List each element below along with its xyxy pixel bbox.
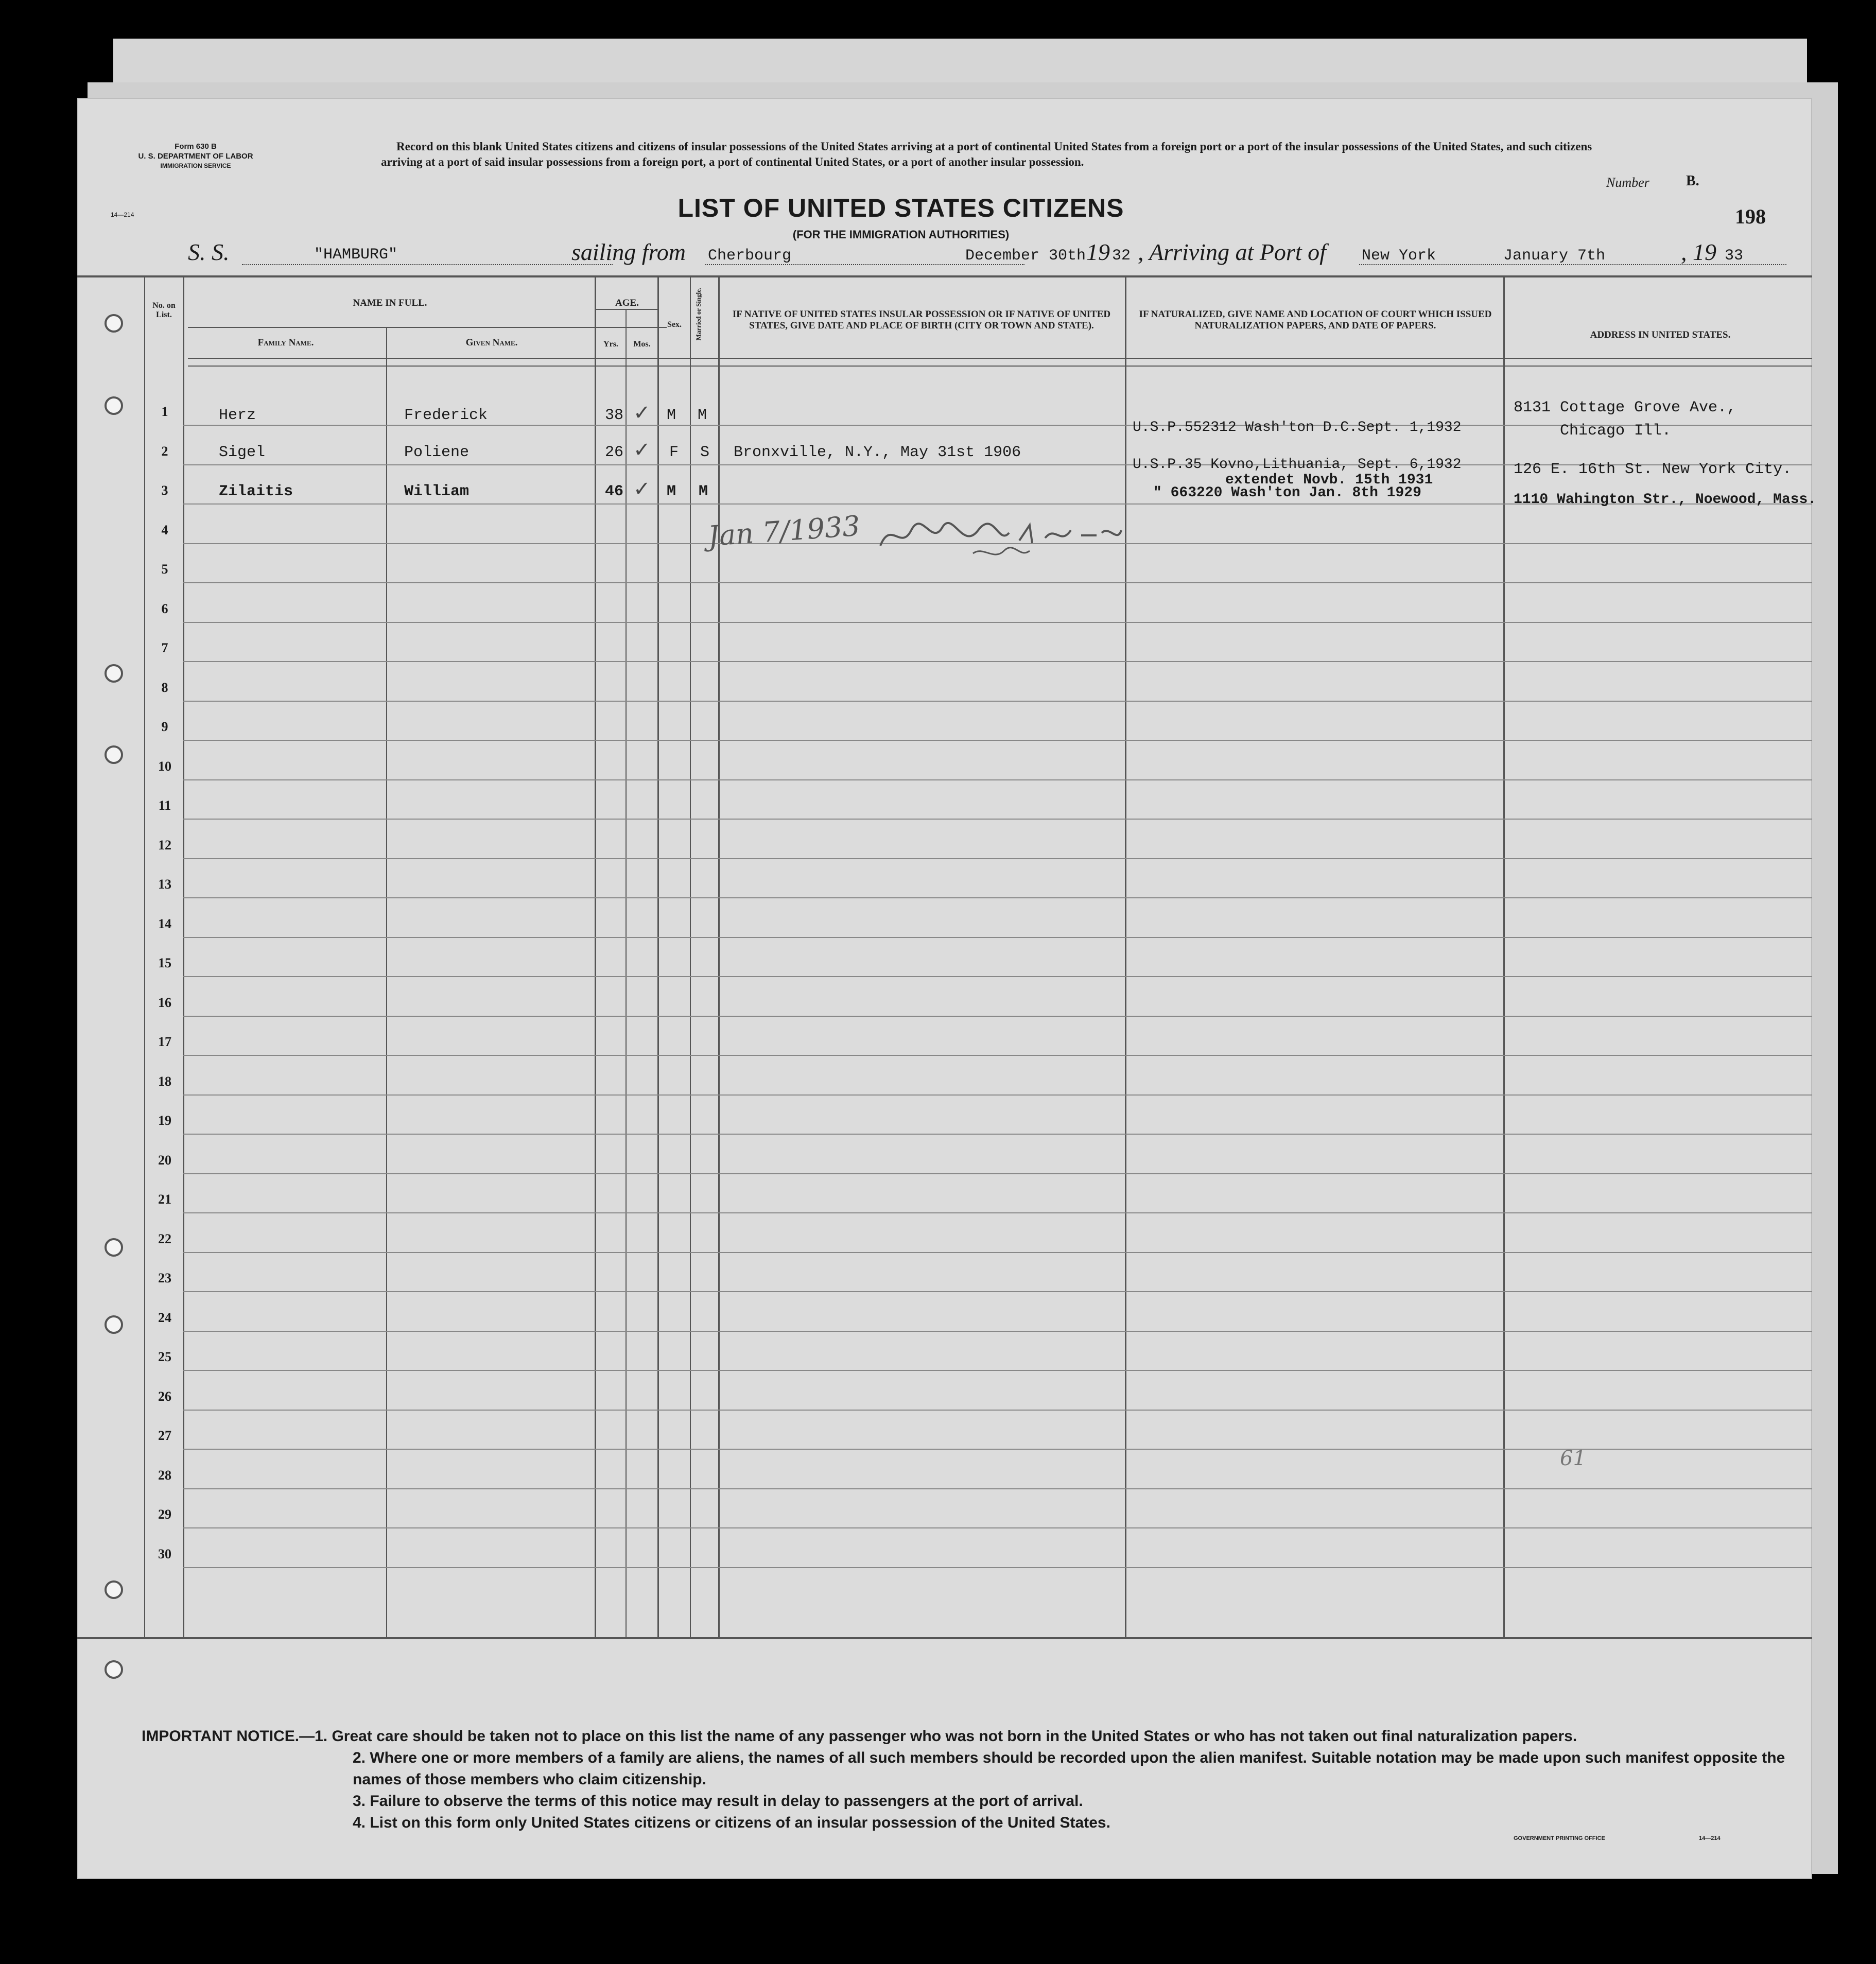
handwritten-note: 61: [1560, 1447, 1586, 1470]
col-line: [595, 275, 596, 1637]
entry-2-naturalization2: extendet Novb. 15th 1931: [1225, 472, 1433, 488]
entry-2-address: 126 E. 16th St. New York City.: [1514, 461, 1792, 478]
entry-2-yrs: 26: [605, 444, 624, 461]
row-rule: [183, 622, 1812, 623]
form-code: 14—214: [111, 211, 134, 218]
notice-item-3: 3. Failure to observe the terms of this notice may result in delay to passengers at the port of arrival.: [353, 1793, 1083, 1810]
table-bottom-rule: [77, 1637, 1812, 1639]
service: IMMIGRATION SERVICE: [160, 162, 231, 169]
row-rule: [183, 779, 1812, 780]
row-number: 6: [161, 601, 168, 616]
row-number: 9: [161, 719, 168, 734]
row-rule: [183, 858, 1812, 859]
col-line: [657, 275, 659, 1637]
entry-2-naturalization: U.S.P.35 Kovno,Lithuania, Sept. 6,1932: [1133, 457, 1462, 473]
row-rule: [183, 976, 1812, 977]
sailing-label: sailing from: [571, 239, 686, 265]
notice-item-4: 4. List on this form only United States citizens or citizens of an insular possession of the United States.: [353, 1814, 1110, 1831]
row-number: 30: [158, 1546, 171, 1561]
entry-3-yrs: 46: [605, 483, 624, 500]
col-line: [183, 275, 184, 1637]
notice-item-1: 1. Great care should be taken not to place on this list the name of any passenger who was not born in the United States or who has not taken out final naturalization papers.: [315, 1728, 1577, 1745]
check-mark-icon: ✓: [633, 438, 651, 461]
ship-line: [242, 264, 613, 265]
header-sex: Sex.: [667, 320, 682, 329]
check-mark-icon: ✓: [633, 477, 651, 500]
notice-item-2: 2. Where one or more members of a family are aliens, the names of all such members should be recorded upon the alien manifest. Suitable notation may be made upon such manifest opposite the names of those members who claim citizenship.: [353, 1749, 1785, 1788]
row-number: 23: [158, 1271, 171, 1285]
age-rule: [596, 309, 658, 310]
number-label: Number: [1606, 175, 1649, 190]
arrival-year-suffix: 33: [1725, 247, 1744, 265]
col-line: [1125, 275, 1126, 1637]
header-bottom-rule: [188, 358, 1812, 359]
important-notice: [142, 1726, 1794, 1834]
inspection-notation: Jan 7/1933: [707, 509, 861, 553]
punch-hole: [105, 396, 123, 415]
row-number: 2: [161, 443, 168, 459]
notice-label: IMPORTANT NOTICE.—: [142, 1728, 315, 1745]
col-line: [144, 275, 145, 1637]
row-number: 14: [158, 916, 171, 931]
arriving-label: , Arriving at Port of: [1138, 239, 1326, 265]
header-mos: Mos.: [633, 340, 651, 349]
header-yrs: Yrs.: [603, 340, 618, 349]
row-number: 3: [161, 483, 168, 498]
punch-hole: [105, 314, 123, 333]
arrival-year-prefix: , 19: [1681, 239, 1716, 265]
row-number: 29: [158, 1507, 171, 1522]
year-prefix: 19: [1086, 239, 1110, 265]
arrival-date: January 7th: [1503, 247, 1606, 265]
row-number: 17: [158, 1034, 171, 1049]
punch-hole: [105, 1660, 123, 1679]
row-number: 1: [161, 404, 168, 419]
header-native: IF NATIVE OF UNITED STATES INSULAR POSSESSION OR IF NATIVE OF UNITED STATES, GIVE DATE AND PLACE OF BIRTH (CITY OR TOWN AND STATE).: [732, 309, 1111, 331]
row-number: 8: [161, 680, 168, 695]
entry-1-given: Frederick: [404, 407, 488, 424]
entry-3-naturalization: " 663220 Wash'ton Jan. 8th 1929: [1153, 485, 1421, 501]
row-number: 20: [158, 1152, 171, 1168]
printer-code: 14—214: [1699, 1835, 1721, 1841]
row-number: 5: [161, 562, 168, 577]
sailing-date: December 30th: [965, 247, 1086, 265]
row-rule: [183, 1134, 1812, 1135]
row-rule: [183, 1173, 1812, 1174]
ship-name: "HAMBURG": [314, 246, 398, 264]
row-rule: [183, 1055, 1812, 1056]
entry-2-marital: S: [700, 444, 710, 461]
department: U. S. DEPARTMENT OF LABOR: [138, 152, 253, 161]
row-rule: [183, 897, 1812, 898]
row-number: 22: [158, 1231, 171, 1246]
row-number: 19: [158, 1113, 171, 1128]
row-rule: [183, 701, 1812, 702]
punch-hole: [105, 745, 123, 764]
entry-1-marital: M: [698, 407, 707, 424]
row-rule: [183, 1488, 1812, 1489]
row-number: 24: [158, 1310, 171, 1325]
row-number: 11: [158, 798, 171, 813]
row-rule: [183, 1567, 1812, 1568]
year-suffix: 32: [1112, 247, 1131, 265]
arrival-port: New York: [1362, 247, 1436, 265]
page-subtitle: (FOR THE IMMIGRATION AUTHORITIES): [792, 228, 1010, 241]
inspector-signature: [875, 515, 1122, 551]
page-title: LIST OF UNITED STATES CITIZENS: [678, 194, 1124, 222]
row-rule: [183, 1331, 1812, 1332]
row-rule: [183, 582, 1812, 583]
entry-2-family: Sigel: [219, 444, 266, 461]
form-number: Form 630 B: [175, 142, 217, 151]
header-given: Given Name.: [465, 337, 518, 348]
row-rule: [183, 1291, 1812, 1292]
row-number: 10: [158, 758, 171, 774]
entry-1-address2: Chicago Ill.: [1560, 422, 1672, 440]
row-rule: [183, 819, 1812, 820]
punch-hole: [105, 664, 123, 683]
entry-3-family: Zilaitis: [219, 483, 293, 500]
from-port: Cherbourg: [708, 247, 792, 265]
entry-3-sex: M: [667, 483, 676, 500]
row-number: 15: [158, 955, 171, 970]
punch-hole: [105, 1238, 123, 1257]
printer: GOVERNMENT PRINTING OFFICE: [1514, 1835, 1605, 1841]
entry-1-address: 8131 Cottage Grove Ave.,: [1514, 399, 1736, 416]
punch-hole: [105, 1315, 123, 1334]
entry-1-naturalization: U.S.P.552312 Wash'ton D.C.Sept. 1,1932: [1133, 420, 1462, 436]
row-number: 25: [158, 1349, 171, 1364]
entry-3-marital: M: [699, 483, 708, 500]
row-rule: [183, 937, 1812, 938]
entry-1-family: Herz: [219, 407, 256, 424]
row-rule: [183, 1370, 1812, 1371]
row-number: 28: [158, 1467, 171, 1483]
header-address: ADDRESS IN UNITED STATES.: [1590, 329, 1731, 340]
row-rule: [183, 740, 1812, 741]
entry-2-sex: F: [669, 444, 679, 461]
check-mark-icon: ✓: [633, 401, 651, 424]
header-name-in-full: NAME IN FULL.: [353, 298, 427, 308]
row-rule: [183, 1252, 1812, 1253]
entry-3-address: 1110 Wahington Str., Noewood, Mass.: [1514, 492, 1817, 508]
row-rule: [183, 1212, 1812, 1213]
col-line: [386, 327, 387, 1637]
header-naturalized: IF NATURALIZED, GIVE NAME AND LOCATION OF COURT WHICH ISSUED NATURALIZATION PAPERS, AND DATE OF PAPERS.: [1139, 309, 1492, 331]
ss-label: S. S.: [188, 239, 230, 265]
header-married: Married or Single.: [694, 287, 702, 341]
header-age: AGE.: [615, 298, 639, 308]
entry-3-given: William: [404, 483, 470, 500]
col-line: [718, 275, 720, 1637]
row-rule: [183, 1094, 1812, 1096]
entry-1-yrs: 38: [605, 407, 624, 424]
page-number: 198: [1735, 205, 1766, 228]
number-value: B.: [1686, 173, 1699, 189]
col-line: [626, 309, 627, 1637]
row-rule: [183, 1527, 1812, 1528]
punch-hole: [105, 1580, 123, 1599]
instructions: Record on this blank United States citizens and citizens of insular possessions of the United States arriving at a port of continental United States from a foreign port or a port of the insular possessions of the United States, and such citizens arriving at a port of said insular possessions from a foreign port, a port of continental United States, or a port of another insular possession.: [381, 140, 1592, 168]
header-family: Family Name.: [257, 337, 314, 348]
row-rule: [183, 661, 1812, 662]
row-number: 16: [158, 995, 171, 1010]
row-number: 12: [158, 837, 171, 853]
table-top-rule: [77, 275, 1812, 277]
row-number: 7: [161, 640, 168, 655]
row-number: 26: [158, 1388, 171, 1404]
row-rule: [183, 1016, 1812, 1017]
entry-1-sex: M: [667, 407, 676, 424]
header-no: No. on List.: [152, 301, 176, 319]
entry-2-birth: Bronxville, N.Y., May 31st 1906: [734, 444, 1021, 461]
col-line: [1503, 275, 1505, 1637]
form-id-block: [126, 142, 265, 171]
entry-2-given: Poliene: [404, 444, 470, 461]
row-number: 13: [158, 877, 171, 892]
form-sheet: [77, 98, 1817, 1879]
row-number: 27: [158, 1428, 171, 1443]
row-rule: [183, 1410, 1812, 1411]
row-number: 18: [158, 1073, 171, 1089]
row-number: 4: [161, 522, 168, 537]
col-line: [690, 275, 691, 1637]
header-bottom-rule-2: [188, 366, 1812, 367]
row-number: 21: [158, 1192, 171, 1207]
